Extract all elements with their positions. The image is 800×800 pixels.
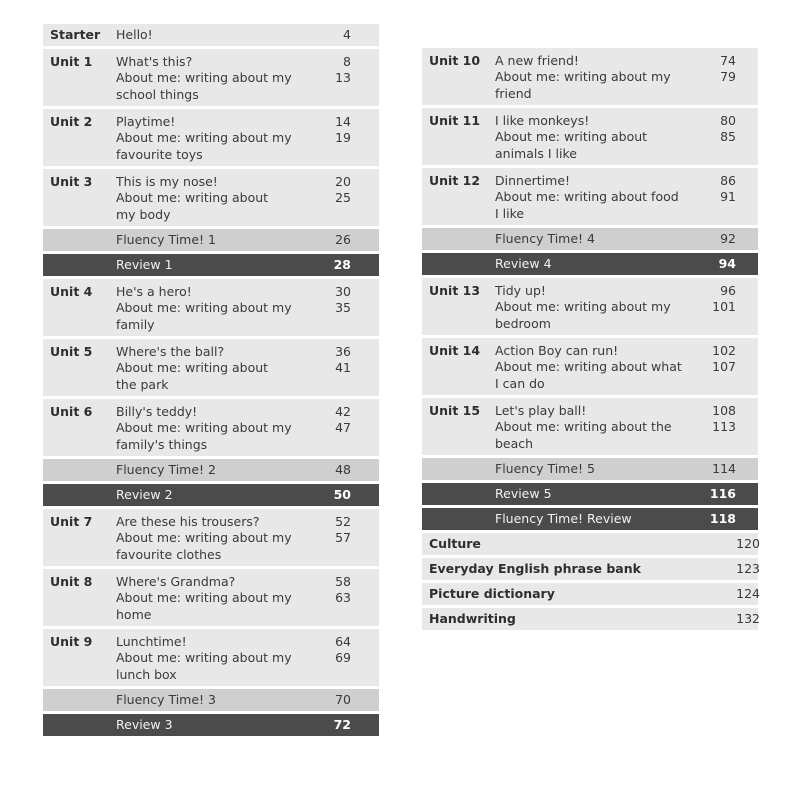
- row-title-line: lunch box: [116, 666, 177, 682]
- row-titles: [116, 257, 319, 273]
- contents-row-fluency-time-3: [43, 689, 379, 711]
- page-number: 86: [720, 173, 736, 188]
- row-titles: [116, 344, 319, 393]
- row-pages: [319, 634, 379, 667]
- row-label: Starter: [50, 26, 101, 42]
- row-title-line: A new friend!: [495, 53, 579, 68]
- page-number: 72: [333, 716, 351, 732]
- row-pages: [319, 27, 379, 43]
- contents-row-unit-12: [422, 168, 758, 225]
- row-titles: [116, 232, 319, 248]
- page-number: 13: [335, 70, 351, 86]
- row-label: Everyday English phrase bank: [429, 560, 641, 576]
- row-label: Unit 14: [429, 343, 481, 358]
- page-number: 50: [333, 486, 351, 502]
- row-pages: [319, 462, 379, 478]
- row-titles: [495, 113, 698, 162]
- row-title-line: bedroom: [495, 315, 551, 331]
- row-title-line: About me: writing about what: [495, 359, 682, 375]
- row-titles: [116, 404, 319, 453]
- contents-row-culture: [422, 533, 758, 555]
- row-label: Unit 6: [50, 404, 93, 419]
- row-title-line: Where's the ball?: [116, 344, 225, 359]
- row-titles: [495, 53, 698, 102]
- row-label: Unit 2: [50, 114, 93, 129]
- row-pages: [319, 717, 379, 733]
- row-title-line: Fluency Time! 3: [116, 691, 216, 707]
- row-title-line: Hello!: [116, 26, 153, 42]
- contents-row-unit-11: [422, 108, 758, 165]
- row-titles: [495, 486, 698, 502]
- contents-row-everyday-english-phrase-bank: [422, 558, 758, 580]
- page-number: 35: [335, 300, 351, 316]
- contents-row-review-2: [43, 484, 379, 506]
- row-titles: [495, 403, 698, 452]
- row-pages: [319, 284, 379, 317]
- row-title-line: Review 3: [116, 716, 173, 732]
- row-titles: [495, 511, 698, 527]
- row-title-line: About me: writing about food: [495, 189, 679, 205]
- row-titles: [495, 343, 698, 392]
- page-number: 124: [736, 585, 760, 601]
- row-title-line: About me: writing about: [116, 360, 269, 376]
- page-number: 101: [712, 299, 736, 315]
- row-title-line: Review 4: [495, 255, 552, 271]
- contents-row-review-1: [43, 254, 379, 276]
- row-title-line: I like: [495, 205, 525, 221]
- row-label: Unit 10: [429, 53, 481, 68]
- row-title-line: family's things: [116, 436, 208, 452]
- row-title-line: About me: writing about my: [116, 650, 292, 666]
- contents-row-picture-dictionary: [422, 583, 758, 605]
- contents-row-fluency-time-2: [43, 459, 379, 481]
- row-pages: [698, 113, 758, 146]
- contents-row-unit-8: [43, 569, 379, 626]
- page-number: 63: [335, 590, 351, 606]
- contents-row-unit-1: [43, 49, 379, 106]
- contents-row-unit-5: [43, 339, 379, 396]
- row-label: Unit 15: [429, 403, 481, 418]
- row-titles: [495, 256, 698, 272]
- contents-row-starter: [43, 24, 379, 46]
- page-number: 91: [720, 189, 736, 205]
- page-number: 47: [335, 420, 351, 436]
- row-title-line: Dinnertime!: [495, 173, 571, 188]
- row-title-line: Review 5: [495, 485, 552, 501]
- page-number: 92: [720, 230, 736, 246]
- row-pages: [319, 174, 379, 207]
- row-titles: [116, 462, 319, 478]
- row-titles: [116, 634, 319, 683]
- row-title-line: I can do: [495, 375, 545, 391]
- row-title-line: Where's Grandma?: [116, 574, 236, 589]
- row-title-line: About me: writing about my: [495, 299, 671, 315]
- row-label: Unit 13: [429, 283, 481, 298]
- contents-row-review-3: [43, 714, 379, 736]
- contents-row-review-4: [422, 253, 758, 275]
- row-titles: [116, 717, 319, 733]
- row-title-line: He's a hero!: [116, 284, 192, 299]
- row-label: Unit 1: [50, 54, 93, 69]
- row-title-line: Review 2: [116, 486, 173, 502]
- contents-row-unit-13: [422, 278, 758, 335]
- contents-row-fluency-time-1: [43, 229, 379, 251]
- page-number: 4: [343, 26, 351, 42]
- contents-row-unit-3: [43, 169, 379, 226]
- page-number: 120: [736, 535, 760, 551]
- row-pages: [319, 514, 379, 547]
- row-pages: [319, 692, 379, 708]
- page-number: 96: [720, 283, 736, 298]
- contents-row-unit-14: [422, 338, 758, 395]
- row-pages: [722, 561, 782, 577]
- row-title-line: Tidy up!: [495, 283, 546, 298]
- row-pages: [698, 256, 758, 272]
- row-title-line: Review 1: [116, 256, 173, 272]
- contents-row-fluency-time-5: [422, 458, 758, 480]
- contents-row-unit-6: [43, 399, 379, 456]
- contents-right-column: [422, 48, 758, 630]
- contents-row-unit-2: [43, 109, 379, 166]
- row-pages: [722, 611, 782, 627]
- page-number: 74: [720, 53, 736, 68]
- row-title-line: Playtime!: [116, 114, 176, 129]
- page-number: 108: [712, 403, 736, 418]
- row-pages: [698, 511, 758, 527]
- row-label: Unit 3: [50, 174, 93, 189]
- row-pages: [319, 344, 379, 377]
- row-title-line: favourite toys: [116, 146, 203, 162]
- row-label: Unit 12: [429, 173, 481, 188]
- row-pages: [698, 403, 758, 436]
- row-pages: [698, 486, 758, 502]
- row-title-line: Let's play ball!: [495, 403, 587, 418]
- row-titles: [495, 461, 698, 477]
- row-titles: [116, 174, 319, 223]
- page-number: 114: [712, 460, 736, 476]
- row-title-line: About me: writing about my: [116, 70, 292, 86]
- row-title-line: Are these his trousers?: [116, 514, 260, 529]
- row-title-line: Action Boy can run!: [495, 343, 619, 358]
- row-title-line: my body: [116, 206, 171, 222]
- contents-row-unit-7: [43, 509, 379, 566]
- row-pages: [319, 404, 379, 437]
- row-title-line: About me: writing about my: [495, 69, 671, 85]
- row-title-line: About me: writing about my: [116, 300, 292, 316]
- row-titles: [495, 231, 698, 247]
- page-number: 107: [712, 359, 736, 375]
- page-number: 123: [736, 560, 760, 576]
- row-titles: [495, 173, 698, 222]
- row-titles: [116, 514, 319, 563]
- row-label: Unit 4: [50, 284, 93, 299]
- row-pages: [319, 574, 379, 607]
- row-label: Unit 7: [50, 514, 93, 529]
- row-titles: [116, 114, 319, 163]
- row-label: Unit 11: [429, 113, 481, 128]
- page-number: 113: [712, 419, 736, 435]
- contents-row-fluency-time-4: [422, 228, 758, 250]
- row-label: Culture: [429, 535, 481, 551]
- row-title-line: About me: writing about my: [116, 420, 292, 436]
- page-number: 70: [335, 691, 351, 707]
- page-number: 69: [335, 650, 351, 666]
- page-number: 102: [712, 343, 736, 358]
- page-number: 42: [335, 404, 351, 419]
- page-number: 94: [718, 255, 736, 271]
- row-title-line: What's this?: [116, 54, 193, 69]
- page-number: 19: [335, 130, 351, 146]
- row-title-line: Lunchtime!: [116, 634, 187, 649]
- row-pages: [319, 232, 379, 248]
- row-title-line: beach: [495, 435, 534, 451]
- page-number: 79: [720, 69, 736, 85]
- contents-row-review-5: [422, 483, 758, 505]
- row-title-line: Fluency Time! 5: [495, 460, 595, 476]
- row-titles: [116, 487, 319, 503]
- page-number: 14: [335, 114, 351, 129]
- page-number: 48: [335, 461, 351, 477]
- contents-row-fluency-time-review: [422, 508, 758, 530]
- page-number: 30: [335, 284, 351, 299]
- row-title-line: This is my nose!: [116, 174, 218, 189]
- contents-row-unit-4: [43, 279, 379, 336]
- page-number: 20: [335, 174, 351, 189]
- row-title-line: home: [116, 606, 152, 622]
- page-number: 25: [335, 190, 351, 206]
- row-title-line: animals I like: [495, 145, 577, 161]
- page-number: 132: [736, 610, 760, 626]
- contents-row-unit-9: [43, 629, 379, 686]
- page-number: 80: [720, 113, 736, 128]
- row-title-line: the park: [116, 376, 169, 392]
- row-title-line: family: [116, 316, 155, 332]
- contents-row-unit-10: [422, 48, 758, 105]
- page-number: 58: [335, 574, 351, 589]
- row-label: Unit 5: [50, 344, 93, 359]
- row-title-line: I like monkeys!: [495, 113, 590, 128]
- row-pages: [698, 283, 758, 316]
- contents-left-column: [43, 24, 379, 736]
- row-pages: [698, 231, 758, 247]
- row-title-line: Fluency Time! 4: [495, 230, 595, 246]
- page-number: 85: [720, 129, 736, 145]
- page-number: 28: [333, 256, 351, 272]
- row-title-line: About me: writing about my: [116, 530, 292, 546]
- row-title-line: About me: writing about: [116, 190, 269, 206]
- row-label: Unit 9: [50, 634, 93, 649]
- row-pages: [698, 343, 758, 376]
- row-titles: [116, 284, 319, 333]
- row-title-line: About me: writing about my: [116, 130, 292, 146]
- row-label: Picture dictionary: [429, 585, 555, 601]
- row-pages: [698, 53, 758, 86]
- page-number: 52: [335, 514, 351, 529]
- row-title-line: Billy's teddy!: [116, 404, 198, 419]
- row-pages: [319, 257, 379, 273]
- row-label: Handwriting: [429, 610, 516, 626]
- row-pages: [722, 536, 782, 552]
- row-titles: [116, 574, 319, 623]
- row-title-line: Fluency Time! 1: [116, 231, 216, 247]
- row-pages: [698, 461, 758, 477]
- page-number: 36: [335, 344, 351, 359]
- page-number: 57: [335, 530, 351, 546]
- page-number: 64: [335, 634, 351, 649]
- row-title-line: Fluency Time! Review: [495, 510, 632, 526]
- row-titles: [116, 27, 319, 43]
- row-title-line: About me: writing about the: [495, 419, 672, 435]
- row-titles: [116, 692, 319, 708]
- row-pages: [319, 54, 379, 87]
- row-title-line: friend: [495, 85, 532, 101]
- contents-row-handwriting: [422, 608, 758, 630]
- row-pages: [319, 114, 379, 147]
- row-pages: [722, 586, 782, 602]
- contents-row-unit-15: [422, 398, 758, 455]
- row-titles: [116, 54, 319, 103]
- page-number: 118: [709, 510, 736, 526]
- row-title-line: About me: writing about my: [116, 590, 292, 606]
- page-number: 8: [343, 54, 351, 69]
- row-titles: [495, 283, 698, 332]
- row-pages: [319, 487, 379, 503]
- page-number: 116: [709, 485, 736, 501]
- page-number: 26: [335, 231, 351, 247]
- row-title-line: About me: writing about: [495, 129, 648, 145]
- row-title-line: favourite clothes: [116, 546, 222, 562]
- row-pages: [698, 173, 758, 206]
- page-number: 41: [335, 360, 351, 376]
- row-title-line: school things: [116, 86, 199, 102]
- row-title-line: Fluency Time! 2: [116, 461, 216, 477]
- row-label: Unit 8: [50, 574, 93, 589]
